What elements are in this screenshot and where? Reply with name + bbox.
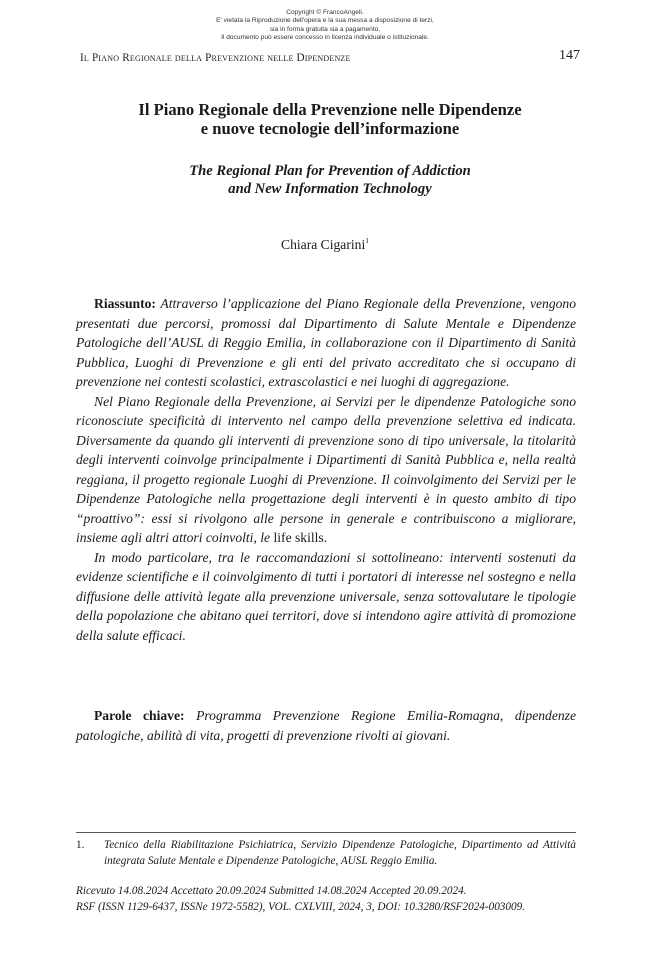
publication-info xyxy=(76,884,576,915)
copyright-notice xyxy=(0,9,650,42)
copyright-line: E' vietata la Riproduzione dell'opera e la sua messa a disposizione di terzi, xyxy=(216,17,434,25)
keywords-label: Parole chiave: xyxy=(94,708,185,723)
article-english-title xyxy=(50,162,610,198)
title-line: Il Piano Regionale della Prevenzione nelle Dipendenze xyxy=(138,100,522,119)
copyright-line: Il documento può essere concesso in licenza individuale o istituzionale. xyxy=(221,33,429,41)
author-footnote-marker: 1 xyxy=(365,236,369,245)
keywords xyxy=(76,706,576,745)
footnote-text: Tecnico della Riabilitazione Psichiatrica, Servizio Dipendenze Patologiche, Dipartimento ad Attività integrata Salute Mentale e Dipendenze Patologiche, AUSL Reggio Emilia. xyxy=(104,839,576,867)
abstract-paragraph xyxy=(76,392,576,548)
footnote-number: 1. xyxy=(76,839,85,851)
subtitle-line: The Regional Plan for Prevention of Addiction xyxy=(189,163,471,179)
abstract-text-upright: life skills. xyxy=(273,530,328,545)
abstract-paragraph: In modo particolare, tra le raccomandazioni si sottolineano: interventi sostenuti da evidenze scientifiche e il coinvolgimento di tutti i portatori di interesse nel sostegno e nella diffusione delle attività legate alla prevenzione universale, senza sottovalutare le tipologie della popolazione che abitano quei territori, dove si intendono agire attività di promozione della salute efficaci. xyxy=(76,549,576,643)
title-line: e nuove tecnologie dell’informazione xyxy=(200,119,460,138)
abstract-label: Riassunto: xyxy=(94,296,156,311)
author-text: Chiara Cigarini xyxy=(281,237,366,252)
publication-dates: Ricevuto 14.08.2024 Accettato 20.09.2024 Submitted 14.08.2024 Accepted 20.09.2024. xyxy=(76,885,467,897)
subtitle-line: and New Information Technology xyxy=(228,181,432,197)
footnote xyxy=(76,838,576,869)
abstract-paragraph xyxy=(76,294,576,392)
running-head: Il Piano Regionale della Prevenzione nelle Dipendenze xyxy=(80,52,351,64)
abstract-text: Nel Piano Regionale della Prevenzione, ai Servizi per le dipendenze Patologiche sono riconosciute specificità di intervento nel campo della prevenzione selettiva ed indicata. Diversamente da quando gli interventi di prevenzione sono di tipo universale, la titolarità degli interventi coinvolge principalmente i Dipartimenti di Sanità Pubblica e, nella realtà reggiana, il progetto regionale Luoghi di Prevenzione. Il coinvolgimento dei Servizi per le Dipendenze Patologiche nella progettazione degli interventi è in questo ambito di tipo “proattivo”: essi si rivolgono alle persone in generale e contribuiscono a migliorare, insieme agli altri attori coinvolti, le xyxy=(76,393,576,545)
copyright-line: Copyright © FrancoAngeli. xyxy=(286,9,364,16)
publication-citation: RSF (ISSN 1129-6437, ISSNe 1972-5582), VOL. CXLVIII, 2024, 3, DOI: 10.3280/RSF2024-003009. xyxy=(76,900,525,913)
footnote-rule xyxy=(76,832,576,833)
abstract-text: Attraverso l’applicazione del Piano Regionale della Prevenzione, vengono presentati due percorsi, promossi dal Dipartimento di Salute Mentale e Dipendenze Patologiche dell’AUSL di Reggio Emilia, in collaborazione con il Dipartimento di Sanità Pubblica, Luoghi di Prevenzione e gli enti del privato accreditato che si occupano di prevenzione nei contesti scolastici, extrascolastici e nei luoghi di aggregazione. xyxy=(76,296,577,389)
article-title xyxy=(50,100,610,138)
page-number: 147 xyxy=(559,48,580,63)
keywords-text: Programma Prevenzione Regione Emilia-Romagna, dipendenze patologiche, abilità di vita, progetti di prevenzione rivolti ai giovani. xyxy=(76,708,577,743)
abstract xyxy=(76,294,576,645)
author-name xyxy=(0,237,650,253)
copyright-line: sia in forma gratuita sia a pagamento. xyxy=(269,25,381,33)
